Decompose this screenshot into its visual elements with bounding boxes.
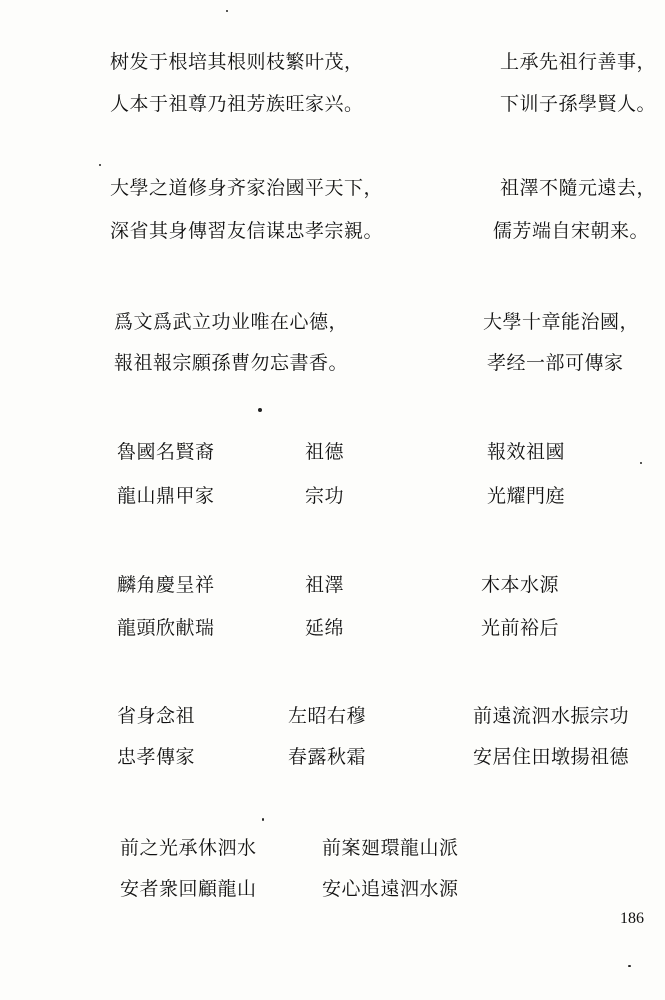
couplet-1-right-line-2: 下训子孫學賢人。 bbox=[500, 93, 657, 115]
final-right-line-2: 安心追遠泗水源 bbox=[322, 878, 459, 900]
final-right-line-1: 前案廻環龍山派 bbox=[322, 837, 459, 859]
couplet-1-left-line-2: 人本于祖尊乃祖芳族旺家兴。 bbox=[110, 93, 364, 115]
group-3-col-a-line-2: 忠孝傳家 bbox=[117, 746, 196, 768]
scan-speck bbox=[640, 462, 642, 464]
group-2-col-b-line-2: 延绵 bbox=[305, 617, 345, 639]
group-1-col-c-line-1: 報效祖國 bbox=[487, 441, 566, 463]
couplet-2-right-line-2: 儒芳端自宋朝来。 bbox=[493, 220, 650, 242]
group-3-col-c-line-2: 安居住田墩揚祖德 bbox=[473, 746, 630, 768]
couplet-3-left-line-2: 報祖報宗願孫曹勿忘書香。 bbox=[114, 352, 349, 374]
group-2-col-c-line-2: 光前裕后 bbox=[481, 617, 560, 639]
couplet-1-left-line-1: 树发于根培其根则枝繁叶茂， bbox=[110, 51, 364, 73]
couplet-1-right-line-1: 上承先祖行善事， bbox=[500, 51, 657, 73]
group-3-col-c-line-1: 前遠流泗水振宗功 bbox=[473, 705, 630, 727]
scan-speck bbox=[258, 408, 262, 412]
group-2-col-c-line-1: 木本水源 bbox=[481, 574, 560, 596]
couplet-3-right-line-2: 孝经一部可傳家 bbox=[487, 352, 624, 374]
group-3-col-a-line-1: 省身念祖 bbox=[117, 705, 196, 727]
group-2-col-a-line-1: 麟角慶呈祥 bbox=[117, 574, 215, 596]
group-3-col-b-line-2: 春露秋霜 bbox=[288, 746, 367, 768]
group-1-col-c-line-2: 光耀門庭 bbox=[487, 485, 566, 507]
final-left-line-1: 前之光承休泗水 bbox=[120, 837, 257, 859]
couplet-2-right-line-1: 祖澤不隨元遠去， bbox=[500, 177, 657, 199]
couplet-2-left-line-2: 深省其身傳習友信谋忠孝宗親。 bbox=[110, 220, 384, 242]
final-left-line-2: 安者衆回顧龍山 bbox=[120, 878, 257, 900]
scan-speck bbox=[99, 164, 101, 166]
group-1-col-a-line-2: 龍山鼎甲家 bbox=[117, 485, 215, 507]
scan-speck bbox=[262, 818, 264, 821]
couplet-3-left-line-1: 爲文爲武立功业唯在心德， bbox=[114, 311, 349, 333]
group-1-col-b-line-2: 宗功 bbox=[305, 485, 345, 507]
group-3-col-b-line-1: 左昭右穆 bbox=[288, 705, 367, 727]
group-2-col-b-line-1: 祖澤 bbox=[305, 574, 345, 596]
scan-speck bbox=[628, 965, 631, 967]
couplet-2-left-line-1: 大學之道修身齐家治國平天下， bbox=[110, 177, 384, 199]
group-2-col-a-line-2: 龍頭欣献瑞 bbox=[117, 617, 215, 639]
couplet-3-right-line-1: 大學十章能治國， bbox=[483, 311, 640, 333]
group-1-col-a-line-1: 魯國名賢裔 bbox=[117, 441, 215, 463]
group-1-col-b-line-1: 祖德 bbox=[305, 441, 345, 463]
page-number: 186 bbox=[620, 910, 644, 927]
scan-speck bbox=[226, 10, 228, 12]
